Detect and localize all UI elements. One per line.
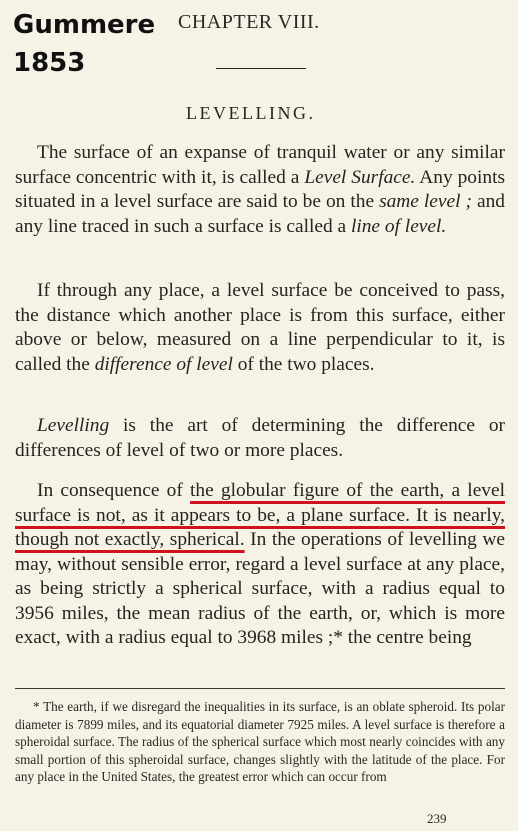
emphasis-term: Level Surface.	[304, 166, 416, 188]
footnote-text: * The earth, if we disregard the inequalities in its surface, is an oblate spheroid. Its polar diameter is 7899 miles, and its equatorial diameter 7925 miles. A level surface is therefore a spheroidal surface. The radius of the spherical surface which most nearly coincides with any small portion of this spheroidal surface, changes slightly with the latitude of the place. For any place in the United States, the greatest error which can occur from	[15, 699, 505, 785]
paragraph-levelling-definition	[15, 414, 505, 463]
text-run: The surface of an expanse of tranquil water or any similar surface concentric with it, is called a	[15, 142, 505, 188]
footnote	[15, 698, 505, 786]
text-run: of the two places.	[232, 353, 375, 375]
text-run: is the art of determining the difference or differences of level of two or more places.	[15, 415, 505, 461]
footnote-rule	[15, 688, 505, 689]
text-run: and any line traced in such a surface is called a	[15, 191, 505, 237]
emphasis-term: Levelling	[37, 415, 110, 436]
overlay-year-label: 1853	[13, 48, 86, 78]
paragraph-difference-of-level	[15, 279, 505, 377]
text-run: In the operations of levelling we may, without sensible error, regard a level surface at any place, as being strictly a spherical surface, with a radius equal to 3956 miles, the mean radius of the earth, or, which is more exact, with a radius equal to 3968 miles ;* the centre being	[15, 529, 505, 648]
text-run: In consequence of	[37, 480, 191, 501]
text-run: If through any place, a level surface be conceived to pass, the distance which another place is from this surface, either above or below, measured on a line perpendicular to it, is called the	[15, 280, 505, 375]
red-underlined-passage: the globular figure of the earth, a level surface is not, as it appears to be, a plane surface. It is nearly, though not exactly, spherical.	[15, 480, 505, 550]
paragraph-level-surface	[15, 141, 505, 239]
paragraph-globular-figure	[15, 479, 505, 651]
text-run: Any points situated in a level surface are said to be on the	[15, 166, 505, 212]
chapter-rule	[216, 68, 306, 69]
emphasis-term: difference of level	[94, 353, 233, 375]
emphasis-term: same level ;	[379, 191, 472, 212]
overlay-author-label: Gummere	[13, 10, 156, 40]
section-title: LEVELLING.	[186, 103, 316, 123]
page-number: 239	[427, 811, 447, 826]
emphasis-term: line of level.	[350, 215, 447, 237]
chapter-heading: CHAPTER VIII.	[178, 11, 320, 33]
